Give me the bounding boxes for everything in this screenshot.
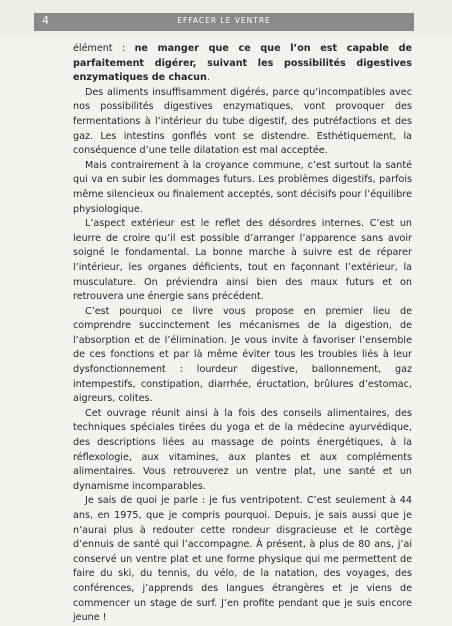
paragraph-3: Mais contrairement à la croyance commune, c’est surtout la santé qui va en subir les dommages futurs. Les problèmes digestifs, parfois même silencieux ou finalement acceptés, sont décisifs pour l’équilibre physiologique. xyxy=(73,159,412,215)
paragraph-7: Je sais de quoi je parle : je fus ventripotent. C’est seulement à 44 ans, en 1975, que je compris pourquoi. Depuis, je sais aussi que je n’aurai plus à redouter cette rondeur disgracieuse et le cortège d’ennuis de santé qui l’accompagne. À présent, à plus de 80 ans, j’ai conservé un ventre plat et une forme physique qui me permettent de faire du ski, du tennis, du vélo, de la natation, des voyages, des conférences, j’apprends des langues étrangères et je viens de commencer un stage de surf. J’en profite pendant que je suis encore jeune ! xyxy=(73,495,412,624)
paragraph-1-emphasis: ne manger que ce que l’on est capable de parfaitement digérer, suivant les possibilités digestives enzymatiques de chacun xyxy=(73,43,412,84)
paragraph-6: Cet ouvrage réunit ainsi à la fois des conseils alimentaires, des techniques spéciales tirées du yoga et de la médecine ayurvédique, des descriptions liées au massage de points énergétiques, à la réflexologie, aux vitamines, aux plantes et aux compléments alimentaires. Vous retrouverez un ventre plat, une santé et un dynamisme incomparables. xyxy=(73,407,412,492)
page-number: 4 xyxy=(42,14,49,27)
paragraph-1 xyxy=(73,42,412,86)
running-header xyxy=(34,13,414,31)
body-text xyxy=(73,42,412,626)
running-title: EFFACER LE VENTRE xyxy=(177,16,271,25)
paragraph-5: C’est pourquoi ce livre vous propose en premier lieu de comprendre succinctement les mécanismes de la digestion, de l’absorption et de l’élimination. Je vous invite à favoriser l’ensemble de ces fonctions et par là même éviter tous les troubles liés à leur dysfonctionnement : lourdeur digestive, ballonnement, gaz intempestifs, constipation, diarrhée, éructation, brûlures d’estomac, aigreurs, colites. xyxy=(73,305,412,405)
paragraph-2: Des aliments insuffisamment digérés, parce qu’incompatibles avec nos possibilités digestives enzymatiques, vont provoquer des fermentations à l’intérieur du tube digestif, des putréfactions et des gaz. Les intestins gonflés vont se distendre. Esthétiquement, la conséquence d’une telle dilatation est mal acceptée. xyxy=(73,86,412,157)
paragraph-1-lead: élément : xyxy=(73,43,135,54)
header-band xyxy=(0,0,452,38)
paragraph-1-tail: . xyxy=(206,72,210,84)
paragraph-4: L’aspect extérieur est le reflet des désordres internes. C’est un leurre de croire qu’il est possible d’arranger l’apparence sans avoir soigné le fondamental. La bonne marche à suivre est de réparer l’intérieur, les organes déficients, tout en façonnant l’extérieur, la musculature. On préviendra ainsi bien des maux futurs et on retrouvera une énergie sans précédent. xyxy=(73,218,412,303)
